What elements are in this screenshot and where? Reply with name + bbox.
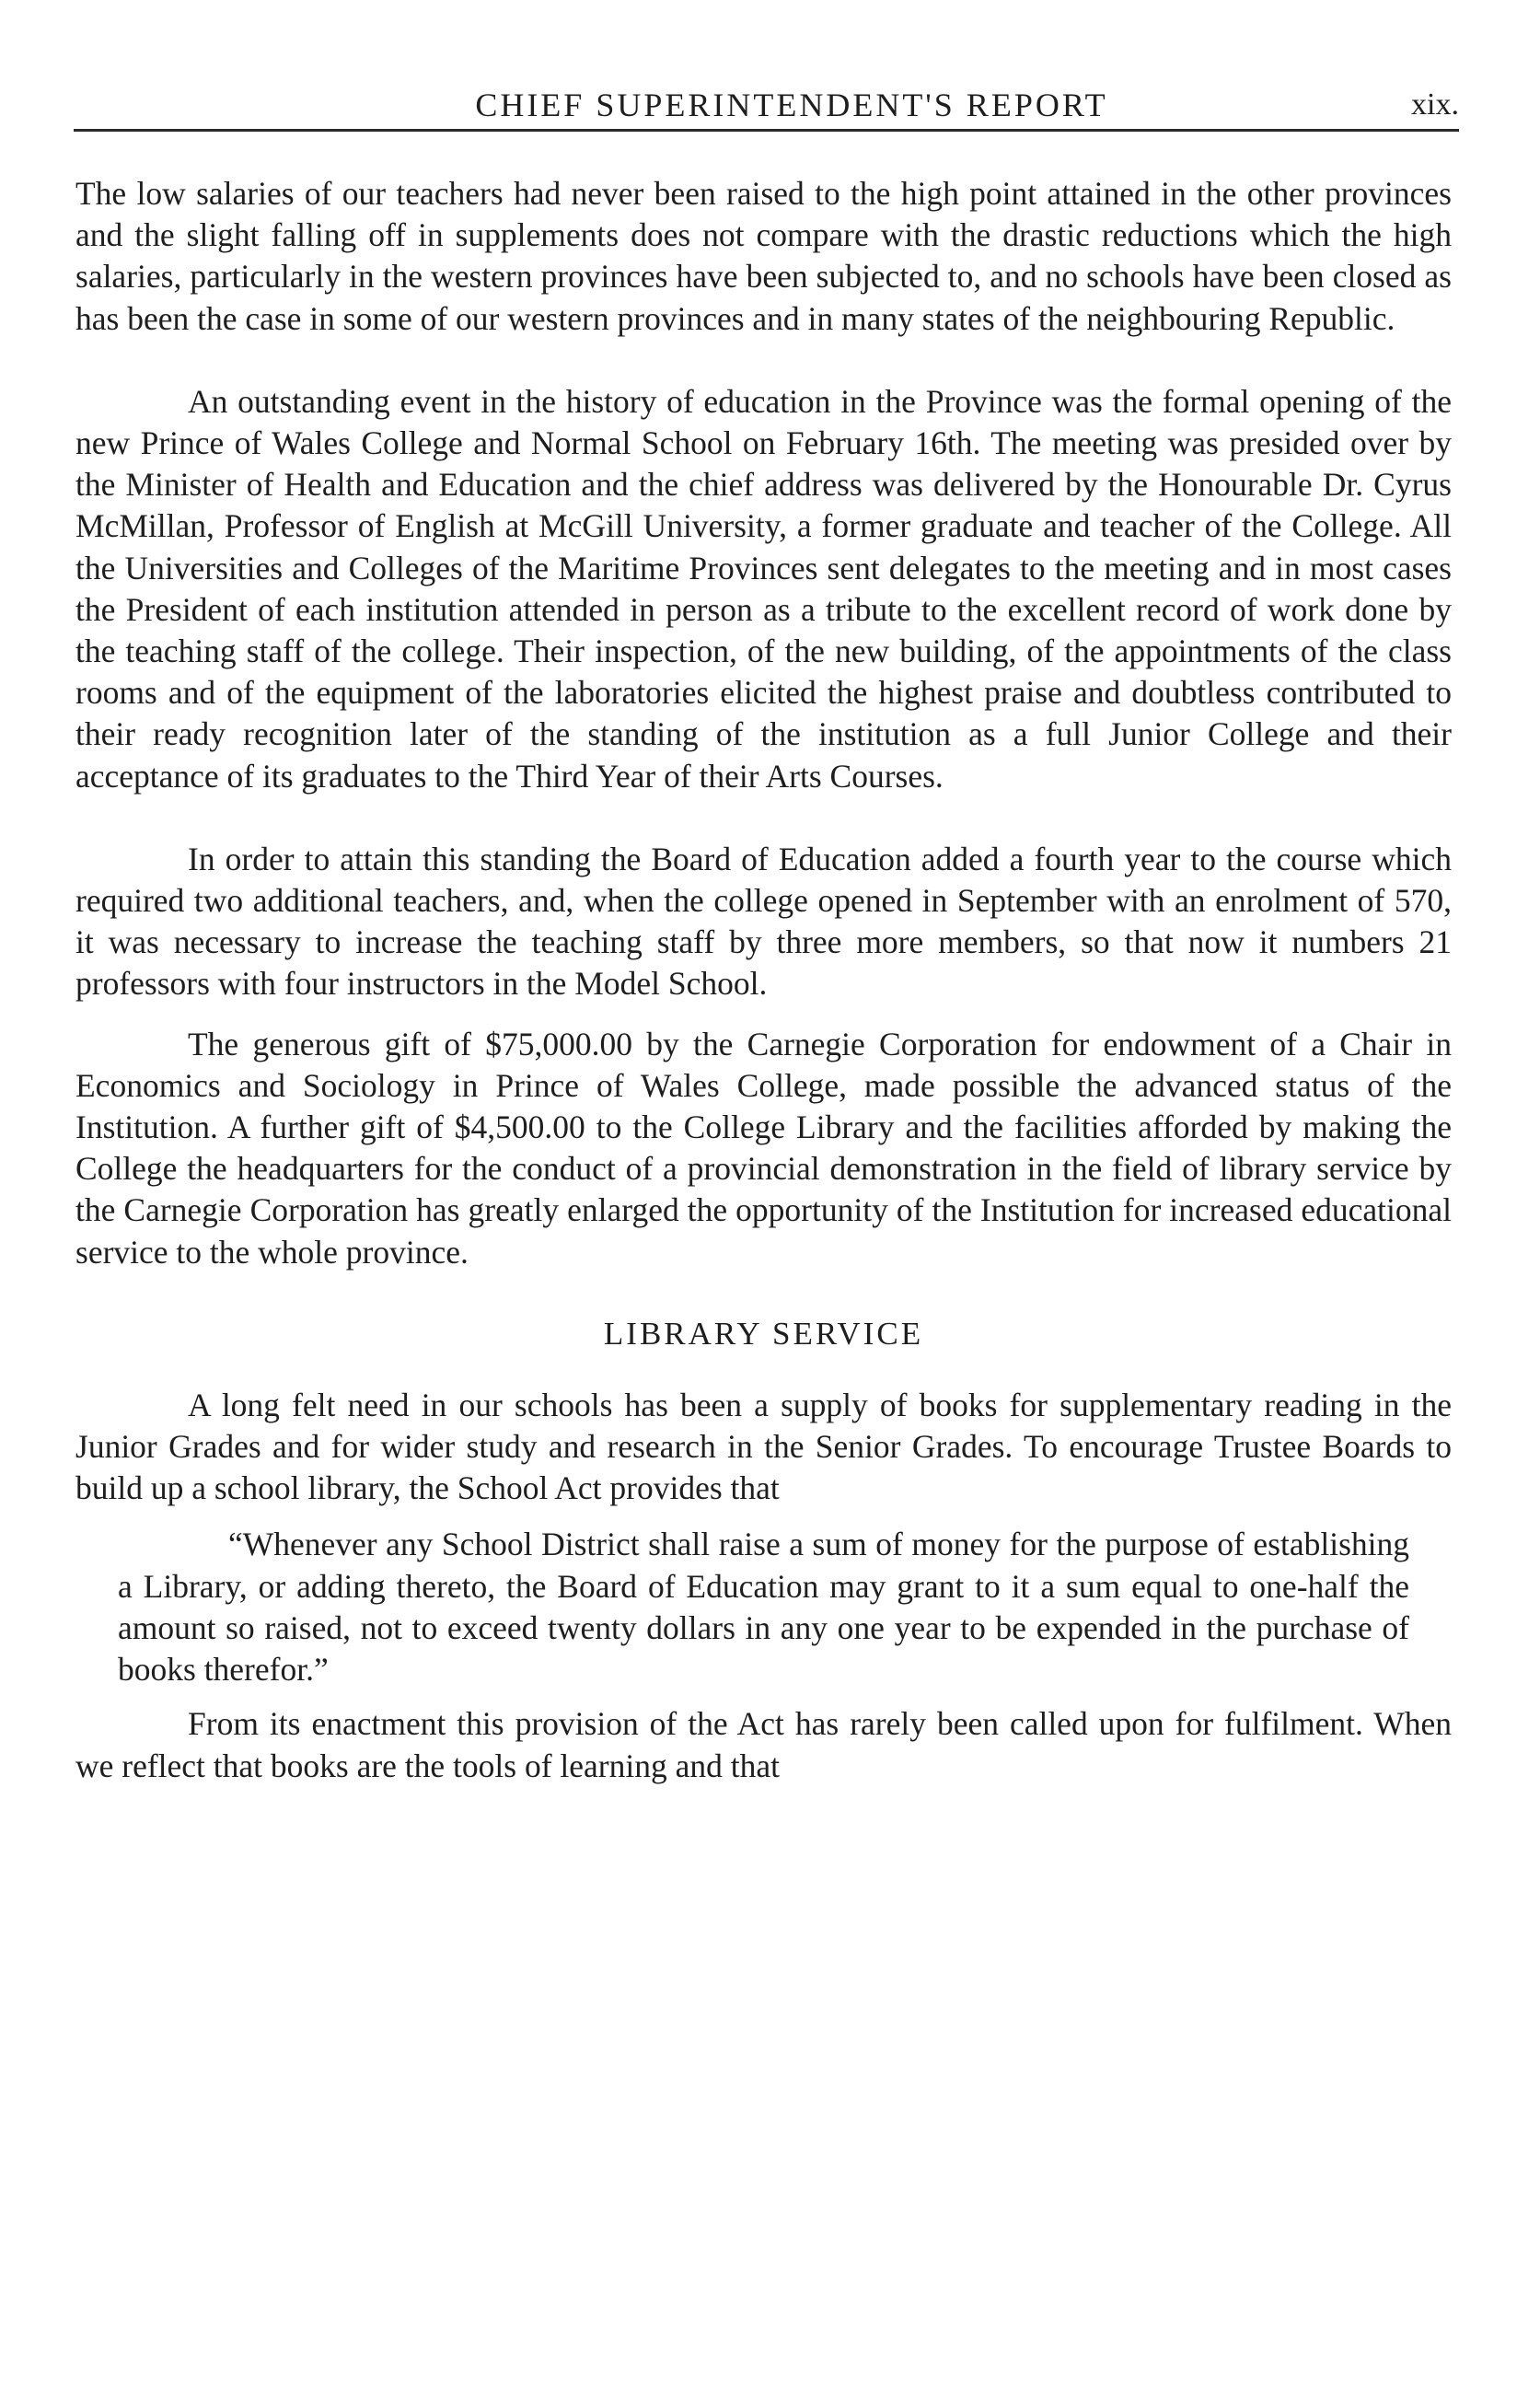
- paragraph-enactment: From its enactment this provision of the Act has rarely been called upon for fulfilment. When we reflect that books are the tools of learning and that: [75, 1705, 1452, 1784]
- running-title: CHIEF SUPERINTENDENT'S REPORT: [475, 87, 1108, 123]
- paragraph-salaries: The low salaries of our teachers had never been raised to the high point attained in the other provinces and the slight falling off in supplements does not compare with the drastic reductions which the high salaries, particularly in the western provinces have been subjected to, and no schools have been closed as has been the case in some of our western provinces and in many states of the neighbouring Republic.: [75, 175, 1452, 337]
- page-number: xix.: [1411, 87, 1459, 122]
- school-act-quotation: “Whenever any School District shall raise a sum of money for the purpose of establishing a Library, or adding thereto, the Board of Education may grant to it a sum equal to one-half the amount so raised, not to exceed twenty dollars in any one year to be expended in the purchase of books therefor.”: [118, 1526, 1409, 1689]
- paragraph-carnegie-gift: The generous gift of $75,000.00 by the Carnegie Corporation for endowment of a Chair in Economics and Sociology in Prince of Wales College, made possible the advanced status of the Institution. A further gift of $4,500.00 to the College Library and the facilities afforded by making the College the headquarters for the conduct of a provincial demonstration in the field of library service by the Carnegie Corporation has greatly enlarged the opportunity of the Institution for increased educational service to the whole province.: [75, 1025, 1452, 1271]
- paragraph-library-need: A long felt need in our schools has been a supply of books for supplementary reading in the Junior Grades and for wider study and research in the Senior Grades. To encourage Trustee Boards to build up a school library, the School Act provides that: [75, 1386, 1452, 1507]
- section-heading: LIBRARY SERVICE: [603, 1315, 924, 1352]
- paragraph-fourth-year: In order to attain this standing the Board of Education added a fourth year to the course which required two additional teachers, and, when the college opened in September with an enrolment of 570, it was necessary to increase the teaching staff by three more members, so that now it numbers 21 professors with four instructors in the Model School.: [75, 840, 1452, 1003]
- running-header: [74, 83, 1459, 132]
- body-text: [75, 173, 1452, 1787]
- paragraph-college-opening: An outstanding event in the history of education in the Province was the formal opening of the new Prince of Wales College and Normal School on February 16th. The meeting was presided over by the Minister of Health and Education and the chief address was delivered by the Honourable Dr. Cyrus McMillan, Professor of English at McGill University, a former graduate and teacher of the College. All the Universities and Colleges of the Maritime Provinces sent delegates to the meeting and in most cases the President of each institution attended in person as a tribute to the excellent record of work done by the teaching staff of the college. Their inspection, of the new building, of the appointments of the class rooms and of the equipment of the laboratories elicited the highest praise and doubtless contributed to their ready recognition later of the standing of the institution as a full Junior College and their acceptance of its graduates to the Third Year of their Arts Courses.: [75, 382, 1452, 795]
